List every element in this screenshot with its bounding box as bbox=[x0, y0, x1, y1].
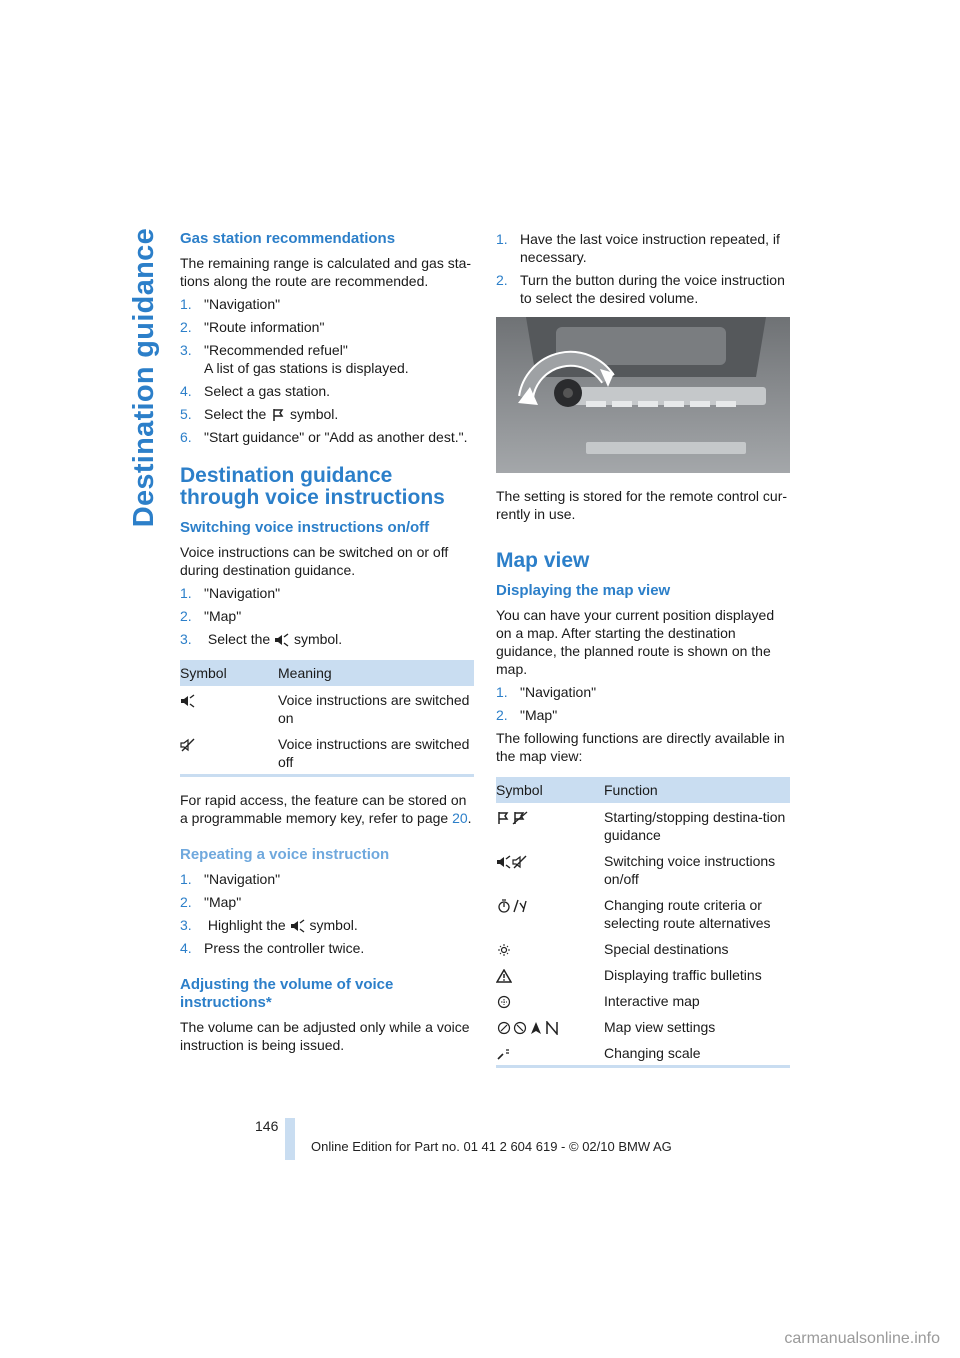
switch-intro: Voice instructions can be switched on or off during destination guidance. bbox=[180, 544, 449, 578]
watermark: carmanualsonline.info bbox=[784, 1330, 940, 1347]
table-row: Displaying traffic bulletins bbox=[496, 961, 790, 987]
table-header: Symbol bbox=[180, 660, 278, 686]
map-function-table bbox=[496, 777, 790, 1068]
list-item: 3. "Recommended refuel" A list of gas stations is displayed. bbox=[180, 342, 409, 376]
footer-edition: Online Edition for Part no. 01 41 2 604 619 - © 02/10 BMW AG bbox=[311, 1139, 672, 1154]
list-item: 1. "Navigation" bbox=[180, 585, 281, 601]
table-row: Interactive map bbox=[496, 987, 790, 1013]
switch-heading: Switching voice instructions on/off bbox=[180, 519, 430, 536]
gas-steps bbox=[180, 295, 474, 446]
repeat-steps bbox=[180, 870, 474, 957]
guidance-flag-off-icon bbox=[512, 811, 528, 825]
list-item: 2. "Map" bbox=[180, 608, 242, 624]
list-item: 4. Select a gas station. bbox=[180, 383, 331, 399]
volume-knob-photo bbox=[496, 317, 790, 473]
special-destinations-icon bbox=[496, 943, 512, 957]
map-heading: Map view bbox=[496, 549, 590, 572]
interactive-map-icon bbox=[496, 995, 512, 1009]
table-header: Function bbox=[604, 777, 790, 803]
display-intro: You can have your current position displayed on a map. After starting the destination guidance, the planned route is shown on the map. bbox=[496, 607, 775, 677]
repeat-heading: Repeating a voice instruction bbox=[180, 846, 390, 863]
speaker-off-icon bbox=[180, 738, 196, 752]
table-row: Changing scale bbox=[496, 1039, 790, 1067]
scale-icon bbox=[496, 1047, 512, 1061]
list-item: 2. "Route information" bbox=[180, 319, 325, 335]
list-item: 6. "Start guidance" or "Add as another dest.". bbox=[180, 429, 468, 445]
gas-intro: The remaining range is calculated and gas sta-tions along the route are recommended. bbox=[180, 255, 472, 289]
volume-intro: The volume can be adjusted only while a voice instruction is being issued. bbox=[180, 1019, 470, 1053]
traffic-warning-icon bbox=[496, 969, 512, 983]
functions-intro: The following functions are directly available in the map view: bbox=[496, 730, 785, 764]
speaker-on-icon bbox=[290, 919, 306, 933]
table-row: Changing route criteria or selecting route alternatives bbox=[496, 891, 790, 935]
side-tab-label: Destination guidance bbox=[128, 228, 160, 528]
route-criteria-icon bbox=[496, 899, 512, 913]
list-item: 3. Select the symbol. bbox=[180, 631, 343, 647]
page-number: 146 bbox=[255, 1118, 279, 1134]
north-icon bbox=[544, 1021, 560, 1035]
gas-heading: Gas station recommendations bbox=[180, 230, 396, 247]
list-item: 2. "Map" bbox=[180, 894, 242, 910]
map-direction-icon bbox=[512, 1021, 528, 1035]
list-item: 1. "Navigation" bbox=[180, 871, 281, 887]
stored-text: The setting is stored for the remote control cur-rently in use. bbox=[496, 488, 788, 522]
table-row: Starting/stopping destina-tion guidance bbox=[496, 803, 790, 847]
voice-symbol-table bbox=[180, 660, 474, 777]
route-alternatives-icon bbox=[512, 899, 528, 913]
guidance-flag-icon bbox=[496, 811, 512, 825]
list-item: 5. Select the symbol. bbox=[180, 406, 339, 422]
list-item: 1. "Navigation" bbox=[180, 296, 281, 312]
side-tab bbox=[128, 228, 160, 548]
left-column bbox=[180, 230, 474, 1059]
rapid-access-text: For rapid access, the feature can be stored on a programmable memory key, refer to page 20. bbox=[180, 792, 472, 826]
display-steps bbox=[496, 683, 790, 724]
table-row: Voice instructions are switched on bbox=[180, 686, 474, 730]
table-row: Special destinations bbox=[496, 935, 790, 961]
table-row: Map view settings bbox=[496, 1013, 790, 1039]
table-row: Switching voice instructions on/off bbox=[496, 847, 790, 891]
right-column bbox=[496, 230, 790, 1082]
list-item: 1. Have the last voice instruction repeated, if necessary. bbox=[496, 231, 780, 265]
page-link[interactable]: 20 bbox=[452, 810, 468, 826]
display-heading: Displaying the map view bbox=[496, 582, 671, 599]
arrow-up-icon bbox=[528, 1021, 544, 1035]
table-row: Voice instructions are switched off bbox=[180, 730, 474, 776]
guidance-flag-icon bbox=[270, 408, 286, 422]
table-header: Symbol bbox=[496, 777, 604, 803]
speaker-off-icon bbox=[512, 855, 528, 869]
list-item: 1. "Navigation" bbox=[496, 684, 597, 700]
table-header: Meaning bbox=[278, 660, 474, 686]
speaker-on-icon bbox=[496, 855, 512, 869]
map-settings-icon bbox=[496, 1021, 512, 1035]
volume-heading: Adjusting the volume of voice instructions* bbox=[180, 976, 394, 1011]
speaker-on-icon bbox=[180, 694, 196, 708]
list-item: 2. Turn the button during the voice instruction to select the desired volume. bbox=[496, 272, 785, 306]
list-item: 3. Highlight the symbol. bbox=[180, 917, 358, 933]
list-item: 2. "Map" bbox=[496, 707, 558, 723]
voice-heading: Destination guidance through voice instructions bbox=[180, 464, 445, 509]
speaker-on-icon bbox=[274, 633, 290, 647]
volume-steps bbox=[496, 230, 790, 307]
footer-bar bbox=[285, 1118, 295, 1160]
switch-steps bbox=[180, 584, 474, 648]
list-item: 4. Press the controller twice. bbox=[180, 940, 365, 956]
